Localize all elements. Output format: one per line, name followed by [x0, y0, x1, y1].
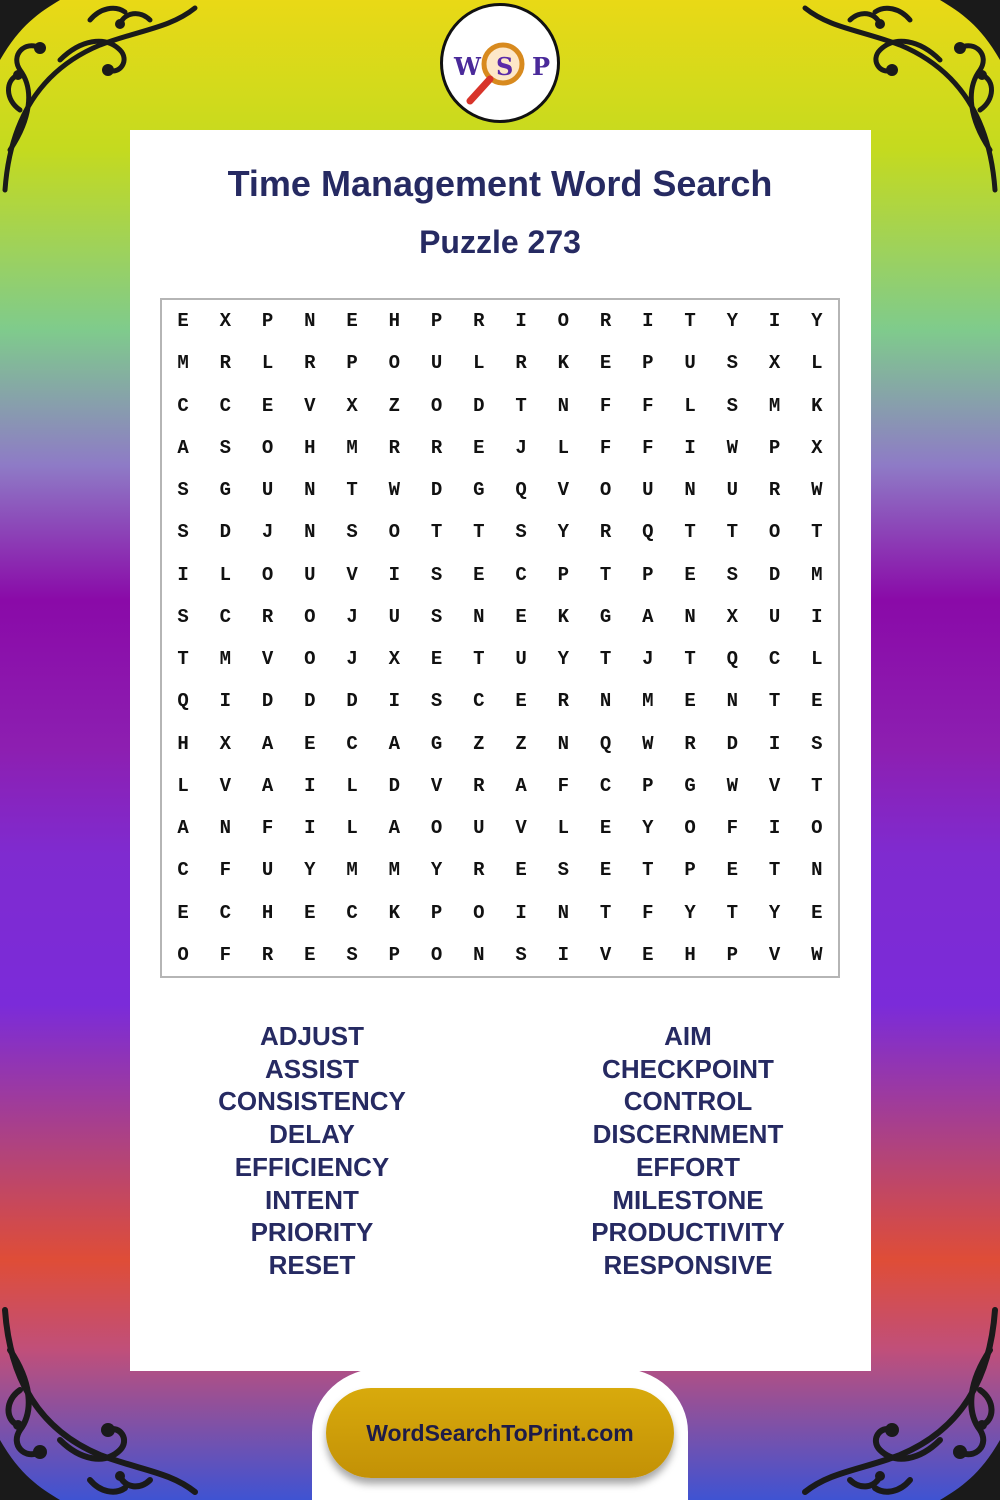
grid-cell: D: [388, 774, 401, 797]
grid-cell: H: [261, 901, 274, 924]
grid-cell: E: [599, 859, 612, 882]
grid-cell: Q: [599, 732, 612, 755]
grid-cell: S: [177, 605, 189, 628]
grid-cell: O: [304, 648, 316, 671]
word-item: PRODUCTIVITY: [591, 1217, 785, 1248]
grid-cell: T: [599, 901, 612, 924]
grid-cell: P: [726, 943, 739, 966]
grid-cell: O: [557, 310, 570, 333]
grid-cell: E: [515, 859, 527, 882]
grid-cell: E: [304, 901, 316, 924]
grid-cell: V: [261, 648, 274, 671]
grid-cell: M: [177, 352, 189, 375]
grid-cell: I: [177, 563, 189, 586]
grid-cell: E: [430, 648, 443, 671]
grid-cell: D: [261, 690, 274, 713]
word-item: ADJUST: [259, 1021, 364, 1051]
grid-cell: J: [346, 605, 358, 628]
grid-cell: Z: [515, 732, 527, 755]
grid-cell: D: [304, 690, 316, 713]
grid-cell: E: [177, 901, 189, 924]
grid-cell: T: [599, 563, 612, 586]
grid-cell: A: [515, 774, 527, 797]
grid-cell: N: [726, 690, 739, 713]
grid-cell: C: [768, 648, 781, 671]
grid-cell: F: [726, 817, 739, 840]
grid-cell: P: [430, 901, 443, 924]
grid-cell: F: [599, 394, 612, 417]
grid-cell: M: [346, 859, 358, 882]
grid-cell: X: [388, 648, 401, 671]
grid-cell: I: [388, 690, 401, 713]
grid-cell: T: [684, 648, 696, 671]
grid-cell: J: [515, 436, 527, 459]
grid-cell: T: [599, 648, 612, 671]
logo-letter-s: S: [496, 52, 514, 81]
grid-cell: Q: [515, 479, 527, 502]
grid-cell: N: [557, 394, 570, 417]
grid-cell: D: [473, 394, 485, 417]
grid-cell: O: [177, 943, 189, 966]
grid-cell: R: [599, 310, 612, 333]
grid-cell: T: [473, 521, 485, 544]
grid-cell: D: [430, 479, 443, 502]
grid-cell: X: [346, 394, 358, 417]
grid-cell: O: [388, 521, 401, 544]
grid-cell: U: [430, 352, 443, 375]
grid-cell: Q: [177, 690, 189, 713]
grid-cell: P: [684, 859, 696, 882]
grid-cell: I: [515, 310, 527, 333]
grid-cell: S: [430, 563, 443, 586]
grid-cell: U: [261, 859, 274, 882]
grid-cell: T: [811, 774, 823, 797]
grid-cell: C: [177, 859, 189, 882]
grid-cell: E: [304, 732, 316, 755]
grid-cell: N: [599, 690, 612, 713]
logo-letter-p: P: [532, 52, 551, 81]
grid-cell: Q: [642, 521, 654, 544]
grid-cell: E: [811, 901, 823, 924]
grid-cell: U: [768, 605, 781, 628]
grid-cell: O: [599, 479, 612, 502]
grid-cell: U: [304, 563, 316, 586]
grid-cell: Z: [388, 394, 401, 417]
grid-cell: I: [557, 943, 570, 966]
grid-cell: C: [346, 901, 358, 924]
grid-cell: R: [388, 436, 401, 459]
grid-cell: Y: [684, 901, 696, 924]
grid-cell: Y: [304, 859, 316, 882]
grid-cell: G: [473, 479, 485, 502]
grid-cell: L: [811, 648, 823, 671]
grid-cell: I: [304, 774, 316, 797]
grid-cell: T: [642, 859, 654, 882]
grid-cell: H: [388, 310, 401, 333]
grid-cell: T: [346, 479, 358, 502]
grid-cell: V: [599, 943, 612, 966]
grid-cell: G: [219, 479, 232, 502]
grid-cell: U: [473, 817, 485, 840]
grid-cell: W: [388, 479, 401, 502]
grid-cell: S: [346, 521, 358, 544]
grid-cell: E: [726, 859, 739, 882]
grid-cell: P: [768, 436, 781, 459]
grid-cell: N: [304, 521, 316, 544]
grid-cell: D: [726, 732, 739, 755]
grid-cell: R: [304, 352, 316, 375]
grid-cell: K: [811, 394, 823, 417]
grid-cell: U: [642, 479, 654, 502]
grid-cell: C: [599, 774, 612, 797]
grid-cell: V: [430, 774, 443, 797]
grid-cell: I: [768, 310, 781, 333]
word-item: CONSISTENCY: [218, 1086, 406, 1117]
grid-cell: N: [684, 605, 696, 628]
grid-cell: C: [219, 901, 232, 924]
grid-cell: O: [430, 817, 443, 840]
grid-cell: T: [726, 521, 739, 544]
grid-cell: R: [430, 436, 443, 459]
grid-cell: O: [304, 605, 316, 628]
grid-cell: O: [430, 943, 443, 966]
grid-cell: T: [768, 859, 781, 882]
grid-cell: D: [346, 690, 358, 713]
grid-cell: R: [684, 732, 696, 755]
grid-cell: T: [684, 310, 696, 333]
word-list-right: [538, 1020, 838, 1282]
grid-cell: K: [388, 901, 401, 924]
grid-cell: F: [261, 817, 274, 840]
grid-cell: A: [388, 732, 401, 755]
grid-cell: L: [473, 352, 485, 375]
grid-cell: I: [304, 817, 316, 840]
grid-cell: F: [642, 901, 654, 924]
grid-cell: S: [726, 563, 739, 586]
grid-cell: X: [219, 732, 232, 755]
word-item: DISCERNMENT: [592, 1119, 784, 1150]
grid-cell: F: [557, 774, 570, 797]
grid-cell: R: [473, 859, 485, 882]
grid-cell: H: [304, 436, 316, 459]
logo-letter-w: W: [454, 52, 481, 81]
grid-cell: V: [768, 943, 781, 966]
grid-cell: L: [346, 774, 358, 797]
grid-cell: S: [219, 436, 232, 459]
grid-cell: S: [177, 521, 189, 544]
grid-cell: Y: [557, 648, 570, 671]
grid-cell: S: [177, 479, 189, 502]
grid-cell: W: [726, 774, 739, 797]
grid-cell: L: [557, 436, 570, 459]
grid-cell: U: [726, 479, 739, 502]
grid-cell: J: [261, 521, 274, 544]
grid-cell: Y: [811, 310, 823, 333]
grid-cell: N: [557, 901, 570, 924]
grid-cell: N: [304, 479, 316, 502]
grid-cell: T: [515, 394, 527, 417]
grid-cell: A: [388, 817, 401, 840]
grid-cell: L: [557, 817, 570, 840]
grid-cell: N: [811, 859, 823, 882]
grid-cell: V: [346, 563, 358, 586]
grid-cell: S: [515, 521, 527, 544]
grid-cell: O: [430, 394, 443, 417]
grid-cell: U: [515, 648, 527, 671]
grid-cell: G: [430, 732, 443, 755]
grid-cell: J: [346, 648, 358, 671]
grid-cell: L: [346, 817, 358, 840]
grid-cell: W: [811, 943, 823, 966]
word-item: AIM: [664, 1021, 712, 1051]
wsp-logo[interactable]: [440, 3, 560, 123]
grid-cell: E: [515, 605, 527, 628]
grid-cell: Y: [642, 817, 654, 840]
grid-cell: C: [219, 605, 232, 628]
grid-cell: R: [473, 774, 485, 797]
grid-cell: M: [388, 859, 401, 882]
grid-cell: N: [219, 817, 232, 840]
grid-cell: I: [515, 901, 527, 924]
word-item: EFFORT: [636, 1151, 740, 1182]
letter-grid: [160, 298, 840, 978]
grid-cell: F: [219, 943, 232, 966]
grid-cell: L: [177, 774, 189, 797]
grid-cell: V: [557, 479, 570, 502]
grid-cell: D: [768, 563, 781, 586]
grid-cell: T: [768, 690, 781, 713]
grid-cell: L: [811, 352, 823, 375]
grid-cell: O: [811, 817, 823, 840]
grid-cell: R: [219, 352, 232, 375]
grid-cell: S: [515, 943, 527, 966]
grid-cell: C: [177, 394, 189, 417]
grid-cell: P: [261, 310, 274, 333]
grid-cell: R: [261, 943, 274, 966]
grid-cell: I: [768, 817, 781, 840]
grid-cell: F: [599, 436, 612, 459]
grid-cell: E: [599, 352, 612, 375]
grid-cell: T: [430, 521, 443, 544]
grid-cell: E: [811, 690, 823, 713]
grid-cell: P: [388, 943, 401, 966]
word-item: DELAY: [269, 1119, 355, 1150]
grid-cell: E: [304, 943, 316, 966]
grid-cell: G: [599, 605, 612, 628]
grid-cell: P: [557, 563, 570, 586]
grid-cell: G: [684, 774, 696, 797]
grid-cell: C: [473, 690, 485, 713]
grid-cell: V: [515, 817, 527, 840]
grid-cell: F: [642, 394, 654, 417]
grid-cell: E: [599, 817, 612, 840]
grid-cell: F: [642, 436, 654, 459]
word-list-left: [162, 1020, 462, 1282]
grid-cell: H: [177, 732, 189, 755]
grid-cell: V: [304, 394, 316, 417]
grid-cell: A: [261, 732, 274, 755]
grid-cell: S: [811, 732, 823, 755]
grid-cell: P: [642, 352, 654, 375]
grid-cell: A: [642, 605, 654, 628]
grid-cell: M: [219, 648, 232, 671]
site-link-button[interactable]: [326, 1388, 674, 1478]
grid-cell: V: [768, 774, 781, 797]
grid-cell: M: [811, 563, 823, 586]
grid-cell: R: [515, 352, 527, 375]
grid-cell: R: [768, 479, 781, 502]
grid-cell: R: [473, 310, 485, 333]
grid-cell: E: [642, 943, 654, 966]
grid-cell: E: [515, 690, 527, 713]
grid-cell: X: [768, 352, 781, 375]
grid-cell: H: [684, 943, 696, 966]
grid-cell: T: [811, 521, 823, 544]
grid-cell: N: [684, 479, 696, 502]
word-item: CONTROL: [623, 1086, 753, 1117]
grid-cell: I: [684, 436, 696, 459]
grid-cell: T: [726, 901, 739, 924]
grid-cell: S: [726, 394, 739, 417]
grid-cell: K: [557, 605, 570, 628]
word-item: RESPONSIVE: [603, 1249, 773, 1280]
grid-cell: I: [811, 605, 823, 628]
grid-cell: E: [684, 690, 696, 713]
grid-cell: J: [642, 648, 654, 671]
word-item: CHECKPOINT: [602, 1053, 774, 1084]
grid-cell: S: [726, 352, 739, 375]
grid-cell: Y: [557, 521, 570, 544]
grid-cell: A: [177, 436, 189, 459]
grid-cell: L: [261, 352, 274, 375]
grid-cell: Y: [768, 901, 781, 924]
grid-cell: P: [642, 563, 654, 586]
grid-cell: R: [557, 690, 570, 713]
grid-cell: P: [346, 352, 358, 375]
grid-cell: T: [684, 521, 696, 544]
grid-cell: X: [726, 605, 739, 628]
grid-cell: Y: [430, 859, 443, 882]
grid-cell: V: [219, 774, 232, 797]
grid-cell: R: [261, 605, 274, 628]
grid-cell: U: [684, 352, 696, 375]
grid-cell: E: [473, 436, 485, 459]
grid-cell: U: [261, 479, 274, 502]
grid-cell: F: [219, 859, 232, 882]
grid-cell: T: [473, 648, 485, 671]
grid-cell: X: [811, 436, 823, 459]
grid-cell: W: [811, 479, 823, 502]
page-title: Time Management Word Search: [227, 163, 773, 204]
grid-cell: N: [304, 310, 316, 333]
grid-cell: E: [177, 310, 189, 333]
grid-cell: A: [177, 817, 189, 840]
grid-cell: W: [642, 732, 654, 755]
grid-cell: D: [219, 521, 232, 544]
grid-cell: C: [346, 732, 358, 755]
grid-cell: S: [557, 859, 570, 882]
grid-cell: U: [388, 605, 401, 628]
grid-cell: Z: [473, 732, 485, 755]
grid-cell: O: [261, 563, 274, 586]
grid-cell: O: [388, 352, 401, 375]
word-item: INTENT: [265, 1184, 359, 1215]
grid-cell: E: [261, 394, 274, 417]
site-link-label: WordSearchToPrint.com: [366, 1419, 634, 1446]
grid-cell: P: [642, 774, 654, 797]
grid-cell: S: [346, 943, 358, 966]
grid-cell: N: [473, 943, 485, 966]
grid-cell: M: [346, 436, 358, 459]
grid-cell: K: [557, 352, 570, 375]
grid-cell: E: [346, 310, 358, 333]
grid-cell: Y: [726, 310, 739, 333]
puzzle-number: Puzzle 273: [419, 224, 581, 260]
grid-cell: Q: [726, 648, 739, 671]
grid-cell: E: [473, 563, 485, 586]
grid-cell: O: [684, 817, 696, 840]
grid-cell: X: [219, 310, 232, 333]
word-item: ASSIST: [265, 1053, 359, 1084]
grid-cell: E: [684, 563, 696, 586]
word-item: PRIORITY: [250, 1217, 374, 1248]
grid-cell: I: [219, 690, 232, 713]
grid-cell: R: [599, 521, 612, 544]
grid-cell: O: [473, 901, 485, 924]
grid-cell: I: [388, 563, 401, 586]
grid-cell: S: [430, 605, 443, 628]
grid-cell: A: [261, 774, 274, 797]
grid-cell: P: [430, 310, 443, 333]
word-item: EFFICIENCY: [234, 1151, 390, 1182]
grid-cell: I: [768, 732, 781, 755]
grid-cell: T: [177, 648, 189, 671]
grid-cell: O: [768, 521, 781, 544]
grid-cell: W: [726, 436, 739, 459]
grid-cell: C: [219, 394, 232, 417]
grid-cell: M: [642, 690, 654, 713]
grid-cell: I: [642, 310, 654, 333]
grid-cell: M: [768, 394, 781, 417]
grid-cell: N: [557, 732, 570, 755]
grid-cell: C: [515, 563, 527, 586]
grid-cell: S: [430, 690, 443, 713]
word-item: RESET: [268, 1249, 356, 1280]
grid-cell: N: [473, 605, 485, 628]
grid-cell: L: [684, 394, 696, 417]
grid-cell: L: [219, 563, 232, 586]
word-item: MILESTONE: [612, 1184, 764, 1215]
grid-cell: O: [261, 436, 274, 459]
